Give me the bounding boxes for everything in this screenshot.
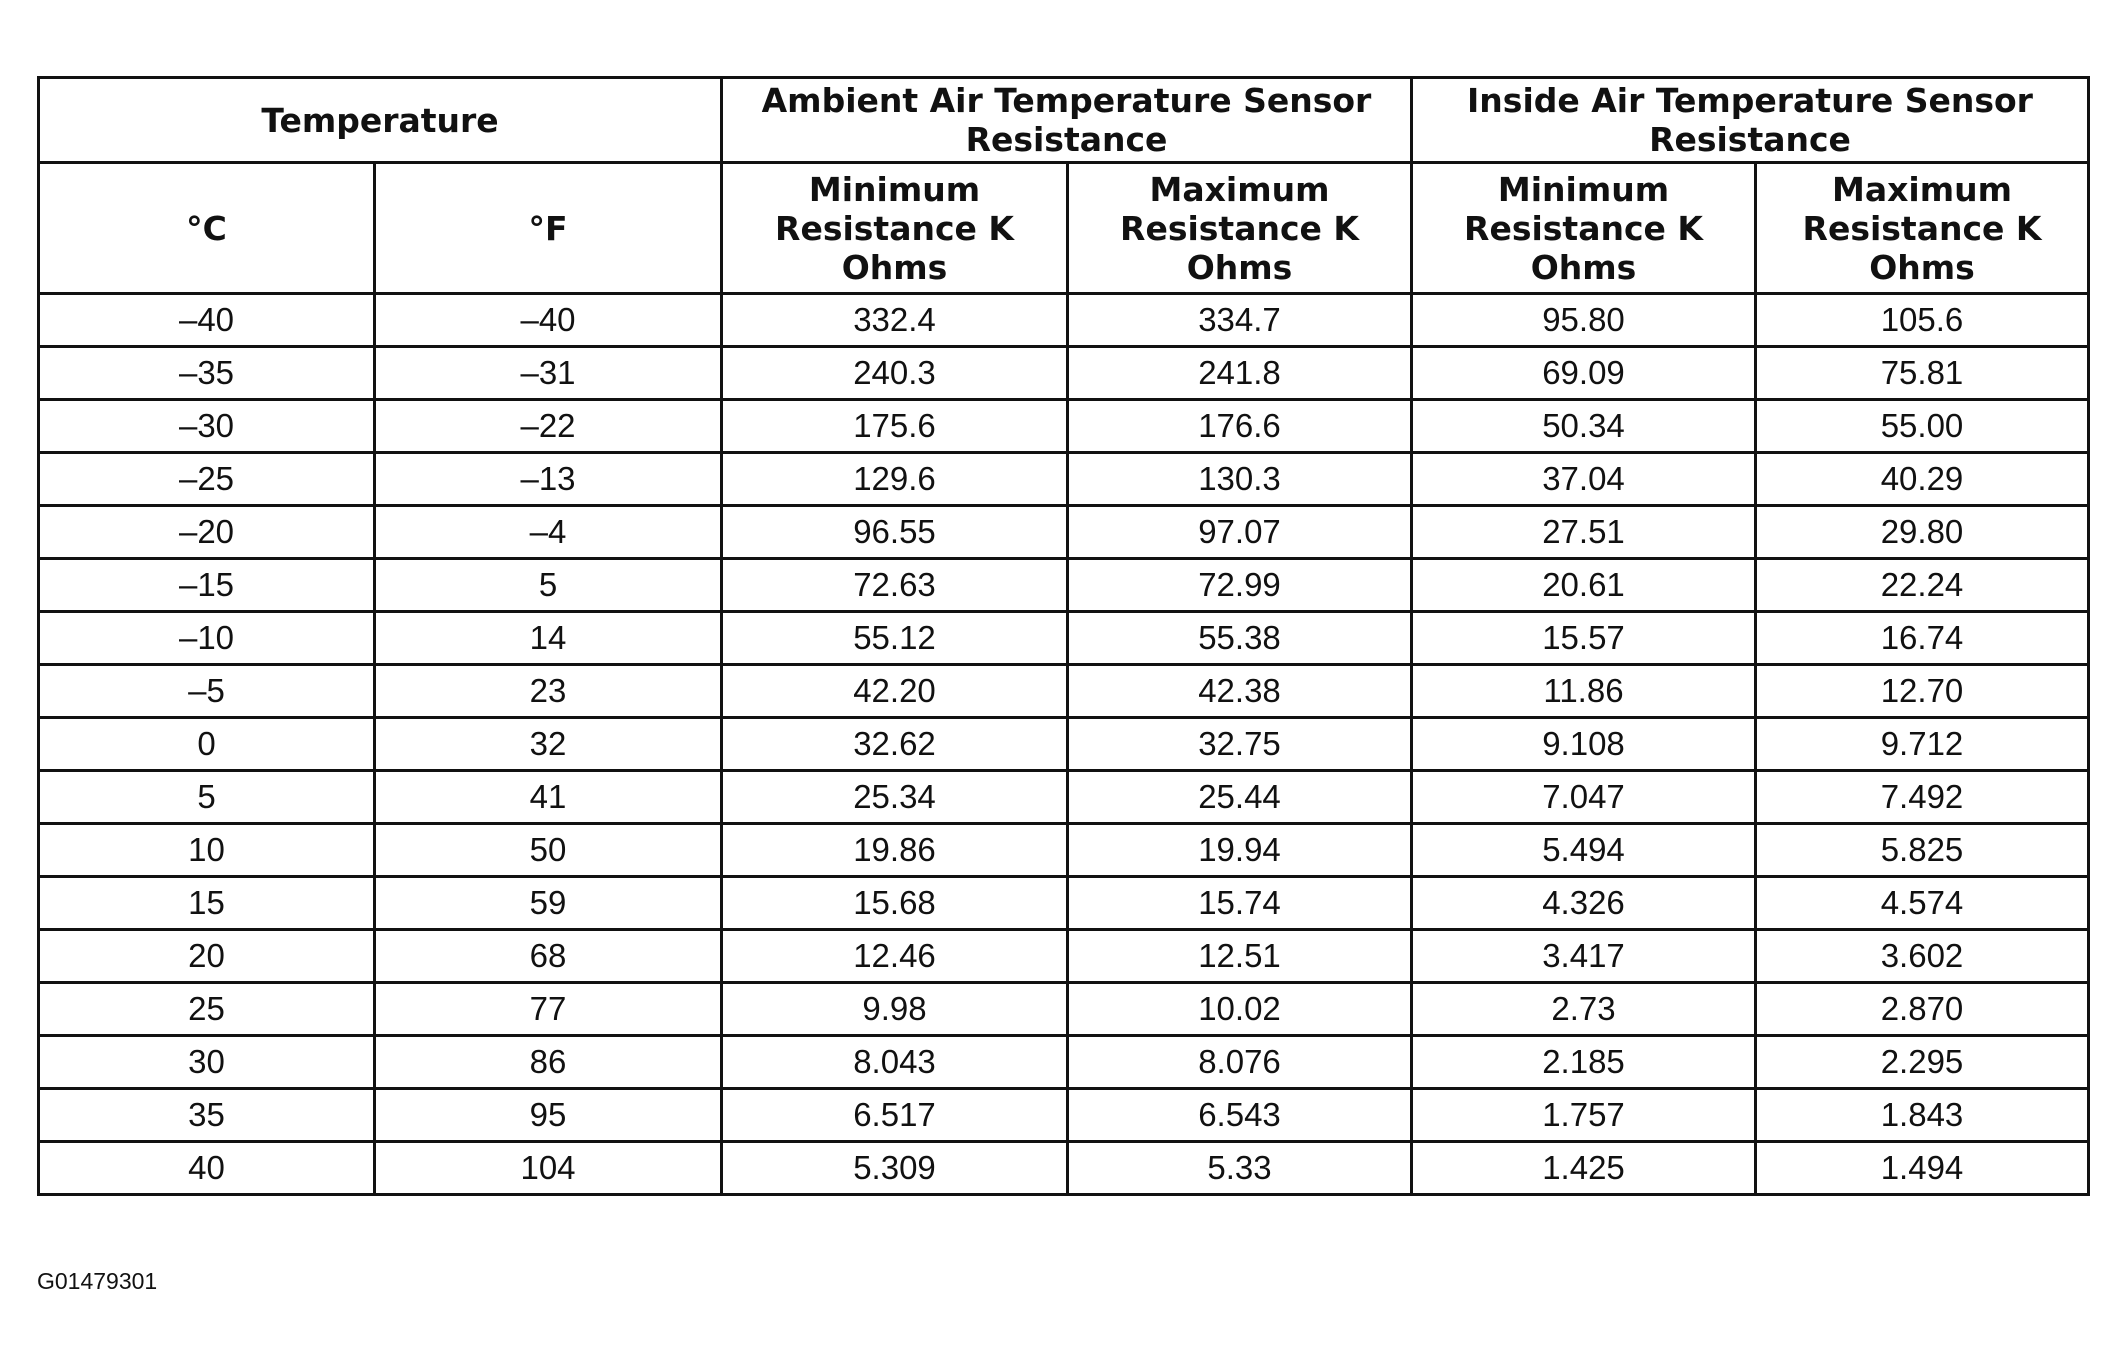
fahrenheit-cell: 50 [375, 824, 722, 877]
inside-min-cell: 95.80 [1412, 294, 1756, 347]
inside-max-cell: 12.70 [1756, 665, 2089, 718]
inside-max-cell: 40.29 [1756, 453, 2089, 506]
table-row [39, 347, 2089, 400]
ambient-max-cell: 176.6 [1068, 400, 1412, 453]
ambient-min-cell: 129.6 [722, 453, 1068, 506]
ambient-max-cell: 130.3 [1068, 453, 1412, 506]
ambient-min-header: Minimum Resistance K Ohms [722, 163, 1068, 294]
celsius-cell: –15 [39, 559, 375, 612]
ambient-max-cell: 6.543 [1068, 1089, 1412, 1142]
ambient-min-cell: 240.3 [722, 347, 1068, 400]
ambient-min-cell: 8.043 [722, 1036, 1068, 1089]
ambient-min-cell: 72.63 [722, 559, 1068, 612]
fahrenheit-cell: 41 [375, 771, 722, 824]
table-row [39, 930, 2089, 983]
ambient-max-cell: 55.38 [1068, 612, 1412, 665]
celsius-cell: 0 [39, 718, 375, 771]
table-row [39, 1142, 2089, 1195]
ambient-max-cell: 5.33 [1068, 1142, 1412, 1195]
inside-min-cell: 1.757 [1412, 1089, 1756, 1142]
table-row [39, 506, 2089, 559]
fahrenheit-cell: 86 [375, 1036, 722, 1089]
inside-max-cell: 105.6 [1756, 294, 2089, 347]
table-row [39, 400, 2089, 453]
resistance-table-container [37, 76, 2087, 1196]
ambient-min-cell: 19.86 [722, 824, 1068, 877]
inside-min-cell: 50.34 [1412, 400, 1756, 453]
table-row [39, 877, 2089, 930]
ambient-min-cell: 5.309 [722, 1142, 1068, 1195]
ambient-max-cell: 334.7 [1068, 294, 1412, 347]
fahrenheit-cell: 14 [375, 612, 722, 665]
inside-max-cell: 29.80 [1756, 506, 2089, 559]
inside-min-cell: 4.326 [1412, 877, 1756, 930]
inside-max-cell: 3.602 [1756, 930, 2089, 983]
ambient-min-cell: 12.46 [722, 930, 1068, 983]
inside-max-cell: 1.494 [1756, 1142, 2089, 1195]
fahrenheit-cell: –13 [375, 453, 722, 506]
celsius-cell: –35 [39, 347, 375, 400]
inside-min-cell: 11.86 [1412, 665, 1756, 718]
inside-max-cell: 16.74 [1756, 612, 2089, 665]
celsius-cell: –30 [39, 400, 375, 453]
inside-min-cell: 2.73 [1412, 983, 1756, 1036]
fahrenheit-cell: –22 [375, 400, 722, 453]
inside-min-cell: 9.108 [1412, 718, 1756, 771]
ambient-min-cell: 25.34 [722, 771, 1068, 824]
inside-max-cell: 5.825 [1756, 824, 2089, 877]
table-row [39, 824, 2089, 877]
celsius-cell: –10 [39, 612, 375, 665]
inside-min-cell: 20.61 [1412, 559, 1756, 612]
celsius-cell: –5 [39, 665, 375, 718]
table-row [39, 1089, 2089, 1142]
fahrenheit-cell: 68 [375, 930, 722, 983]
ambient-max-cell: 97.07 [1068, 506, 1412, 559]
inside-max-cell: 9.712 [1756, 718, 2089, 771]
inside-sensor-group-header: Inside Air Temperature Sensor Resistance [1412, 78, 2089, 163]
celsius-cell: –25 [39, 453, 375, 506]
fahrenheit-cell: 23 [375, 665, 722, 718]
inside-min-cell: 2.185 [1412, 1036, 1756, 1089]
inside-min-cell: 3.417 [1412, 930, 1756, 983]
fahrenheit-cell: –40 [375, 294, 722, 347]
inside-min-cell: 7.047 [1412, 771, 1756, 824]
ambient-max-cell: 241.8 [1068, 347, 1412, 400]
inside-min-cell: 37.04 [1412, 453, 1756, 506]
celsius-cell: 30 [39, 1036, 375, 1089]
fahrenheit-header: °F [375, 163, 722, 294]
celsius-cell: 20 [39, 930, 375, 983]
ambient-max-cell: 42.38 [1068, 665, 1412, 718]
ambient-max-cell: 12.51 [1068, 930, 1412, 983]
inside-max-cell: 55.00 [1756, 400, 2089, 453]
fahrenheit-cell: –4 [375, 506, 722, 559]
ambient-min-cell: 42.20 [722, 665, 1068, 718]
inside-min-cell: 1.425 [1412, 1142, 1756, 1195]
inside-min-header: Minimum Resistance K Ohms [1412, 163, 1756, 294]
column-header-row [39, 163, 2089, 294]
table-row [39, 983, 2089, 1036]
ambient-min-cell: 9.98 [722, 983, 1068, 1036]
ambient-max-cell: 19.94 [1068, 824, 1412, 877]
fahrenheit-cell: 104 [375, 1142, 722, 1195]
table-row [39, 1036, 2089, 1089]
table-row [39, 718, 2089, 771]
ambient-max-cell: 32.75 [1068, 718, 1412, 771]
celsius-cell: 25 [39, 983, 375, 1036]
table-body [39, 294, 2089, 1195]
table-row [39, 294, 2089, 347]
fahrenheit-cell: 77 [375, 983, 722, 1036]
group-header-row [39, 78, 2089, 163]
ambient-min-cell: 55.12 [722, 612, 1068, 665]
fahrenheit-cell: 32 [375, 718, 722, 771]
ambient-min-cell: 15.68 [722, 877, 1068, 930]
fahrenheit-cell: 95 [375, 1089, 722, 1142]
inside-max-cell: 7.492 [1756, 771, 2089, 824]
table-row [39, 771, 2089, 824]
fahrenheit-cell: 5 [375, 559, 722, 612]
celsius-header: °C [39, 163, 375, 294]
celsius-cell: –40 [39, 294, 375, 347]
celsius-cell: 35 [39, 1089, 375, 1142]
ambient-min-cell: 6.517 [722, 1089, 1068, 1142]
ambient-min-cell: 332.4 [722, 294, 1068, 347]
ambient-max-cell: 8.076 [1068, 1036, 1412, 1089]
ambient-max-cell: 10.02 [1068, 983, 1412, 1036]
celsius-cell: 15 [39, 877, 375, 930]
ambient-min-cell: 175.6 [722, 400, 1068, 453]
inside-max-cell: 22.24 [1756, 559, 2089, 612]
ambient-max-cell: 72.99 [1068, 559, 1412, 612]
ambient-max-cell: 25.44 [1068, 771, 1412, 824]
inside-min-cell: 15.57 [1412, 612, 1756, 665]
inside-max-cell: 1.843 [1756, 1089, 2089, 1142]
celsius-cell: –20 [39, 506, 375, 559]
inside-min-cell: 27.51 [1412, 506, 1756, 559]
figure-id: G01479301 [37, 1268, 158, 1294]
inside-max-header: Maximum Resistance K Ohms [1756, 163, 2089, 294]
ambient-max-cell: 15.74 [1068, 877, 1412, 930]
inside-max-cell: 4.574 [1756, 877, 2089, 930]
celsius-cell: 5 [39, 771, 375, 824]
temperature-group-header: Temperature [39, 78, 722, 163]
inside-max-cell: 2.295 [1756, 1036, 2089, 1089]
inside-max-cell: 2.870 [1756, 983, 2089, 1036]
ambient-min-cell: 96.55 [722, 506, 1068, 559]
ambient-max-header: Maximum Resistance K Ohms [1068, 163, 1412, 294]
inside-max-cell: 75.81 [1756, 347, 2089, 400]
sensor-resistance-table [37, 76, 2090, 1196]
ambient-min-cell: 32.62 [722, 718, 1068, 771]
inside-min-cell: 69.09 [1412, 347, 1756, 400]
fahrenheit-cell: 59 [375, 877, 722, 930]
table-row [39, 559, 2089, 612]
celsius-cell: 10 [39, 824, 375, 877]
table-row [39, 665, 2089, 718]
table-row [39, 612, 2089, 665]
table-row [39, 453, 2089, 506]
celsius-cell: 40 [39, 1142, 375, 1195]
inside-min-cell: 5.494 [1412, 824, 1756, 877]
fahrenheit-cell: –31 [375, 347, 722, 400]
ambient-sensor-group-header: Ambient Air Temperature Sensor Resistance [722, 78, 1412, 163]
